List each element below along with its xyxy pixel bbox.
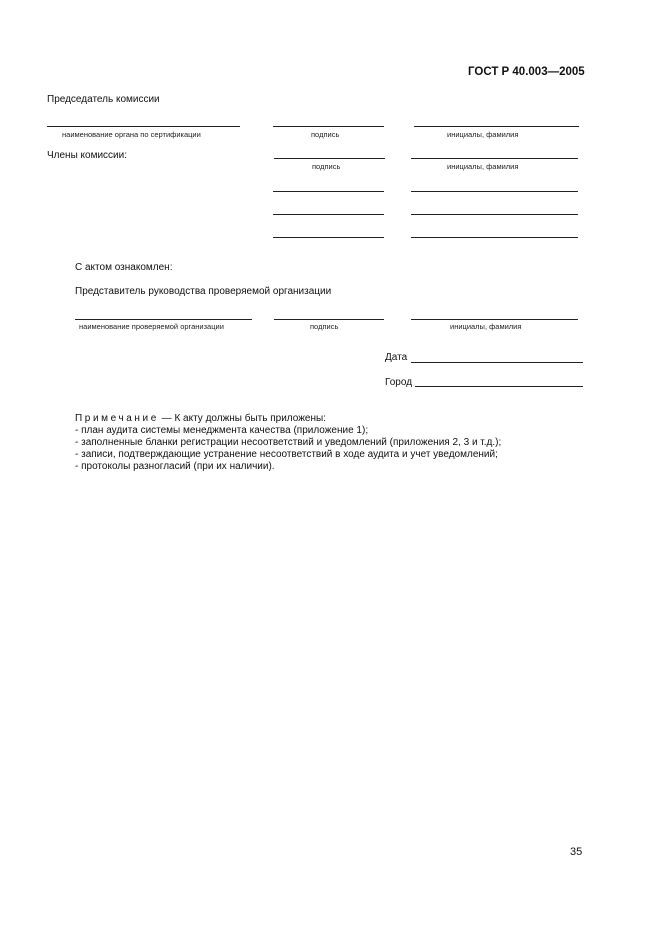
date-label: Дата	[385, 352, 408, 363]
chairman-name-caption: инициалы, фамилия	[447, 130, 519, 139]
note-item: - заполненные бланки регистрации несоответствий и уведомлений (приложения 2, 3 и т.д.);	[75, 437, 502, 448]
member-4-name-line[interactable]	[411, 237, 578, 238]
chairman-signature-caption: подпись	[311, 130, 340, 139]
note-item: - протоколы разногласий (при их наличии).	[75, 461, 275, 472]
representative-label: Представитель руководства проверяемой организации	[75, 286, 332, 297]
members-signature-caption: подпись	[312, 162, 341, 171]
note-item: - записи, подтверждающие устранение несоответствий в ходе аудита и учет уведомлений;	[75, 449, 498, 460]
member-3-name-line[interactable]	[411, 214, 578, 215]
representative-name-caption: инициалы, фамилия	[450, 322, 522, 331]
audited-org-line[interactable]	[75, 319, 252, 320]
note-item: - план аудита системы менеджмента качества (приложение 1);	[75, 425, 369, 436]
audited-org-caption: наименование проверяемой организации	[79, 322, 224, 331]
chairman-name-line[interactable]	[414, 126, 579, 127]
member-3-signature-line[interactable]	[273, 214, 384, 215]
representative-signature-caption: подпись	[310, 322, 339, 331]
acknowledged-title: С актом ознакомлен:	[75, 262, 173, 273]
chairman-title: Председатель комиссии	[47, 94, 160, 105]
members-name-caption: инициалы, фамилия	[447, 162, 519, 171]
chairman-signature-line[interactable]	[273, 126, 384, 127]
date-field[interactable]	[411, 362, 583, 363]
representative-signature-line[interactable]	[274, 319, 384, 320]
page-number: 35	[570, 846, 583, 858]
note-heading	[75, 413, 326, 424]
member-1-name-line[interactable]	[411, 158, 578, 159]
chairman-org-caption: наименование органа по сертификации	[62, 130, 201, 139]
representative-name-line[interactable]	[411, 319, 578, 320]
note-label: Примечание	[75, 413, 159, 424]
member-2-signature-line[interactable]	[273, 191, 384, 192]
member-1-signature-line[interactable]	[274, 158, 385, 159]
standard-code: ГОСТ Р 40.003—2005	[468, 66, 585, 78]
note-text: — К акту должны быть приложены:	[158, 413, 326, 424]
city-label: Город	[385, 377, 413, 388]
member-4-signature-line[interactable]	[273, 237, 384, 238]
city-field[interactable]	[415, 386, 583, 387]
member-2-name-line[interactable]	[411, 191, 578, 192]
chairman-org-line[interactable]	[47, 126, 240, 127]
members-title: Члены комиссии:	[47, 150, 128, 161]
